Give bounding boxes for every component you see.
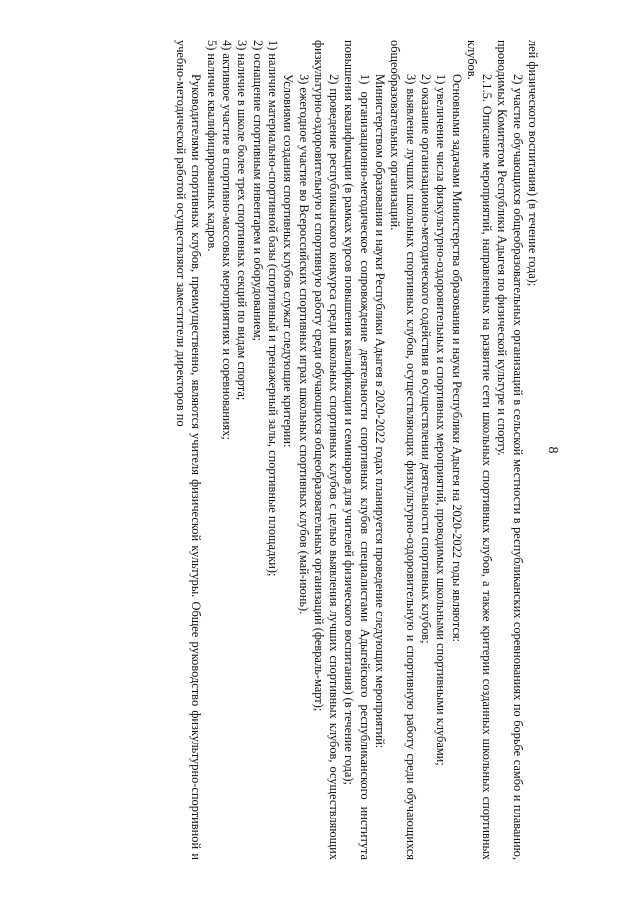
task-item-2: 2) оказание организационно-методического содействия в осуществлении деятельности спортивных клубов; <box>418 74 433 644</box>
event-item-2: 2) проведение республиканского конкурса среди школьных спортивных клубов с целью выявления лучших спортивных клубов, осуществляющих физкультурно-оздоровительную и спортивную работу среди обучающихся общеобразовательных организаций (февраль-март); <box>311 40 342 860</box>
criteria-item-2: 2) оснащение спортивным инвентарем и оборудованием; <box>250 40 265 342</box>
criteria-item-3: 3) наличие в школе более трех спортивных секций по видам спорта; <box>235 40 250 401</box>
event-item-3: 3) ежегодное участие во Всероссийских спортивных играх школьных спортивных клубов (май-июнь). <box>296 74 311 615</box>
paragraph-leaders: Руководителями спортивных клубов, преимущественно, являются учителя физической культуры. Общее руководство физкультурно-спортивной и учебно-методической работой осуществляют заместители директоров по <box>174 40 204 860</box>
paragraph-criteria-intro: Условиями создания спортивных клубов служат следующие критерии: <box>281 74 296 448</box>
paragraph-events-intro: Министерством образования и науки Республики Адыгея в 2020-2022 годах планируется проведение следующих мероприятий: <box>373 74 388 749</box>
paragraph-tasks-intro: Основными задачами Министерства образования и науки Республики Адыгея на 2020-2022 годы являются: <box>449 74 464 642</box>
body-text <box>173 40 540 860</box>
section-heading-2-1-5: 2.1.5. Описание мероприятий, направленных на развитие сети школьных спортивных клубов, а также критерии созданных школьных спортивных клубов. <box>464 40 495 860</box>
criteria-item-1: 1) наличие материально-спортивной базы (спортивный и тренажерный залы, спортивные площадки); <box>265 40 280 577</box>
criteria-item-4: 4) активное участие в спортивно-массовых мероприятиях и соревнованиях; <box>220 40 235 440</box>
task-item-3: 3) выявление лучших школьных спортивных клубов, осуществляющих физкультурно-оздоровительную и спортивную работу среди обучающихся общеобразовательных организаций. <box>388 40 418 860</box>
criteria-item-5: 5) наличие квалифицированных кадров. <box>204 40 219 252</box>
page-number: 8 <box>545 446 560 454</box>
task-item-1: 1) увеличение числа физкультурно-оздоровительных и спортивных мероприятий, проводимых школьными спортивными клубами; <box>434 74 449 766</box>
rotated-content <box>80 40 560 860</box>
event-item-1: 1) организационно-методическое сопровождение деятельности спортивных клубов специалистами Адыгейского республиканского института повышения квалификации (в рамках курсов повышения квалификации и семинаров для учителей физического воспитания) (в течение года); <box>342 40 372 860</box>
paragraph-1: лей физического воспитания) (в течение года); <box>526 40 540 287</box>
paragraph-2: 2) участие обучающихся общеобразовательных организаций в сельской местности в республиканских соревнованиях по борьбе самбо и плаванию, проводимых Комитетом Республики Адыгея по физической культуре и спорту. <box>495 40 525 860</box>
